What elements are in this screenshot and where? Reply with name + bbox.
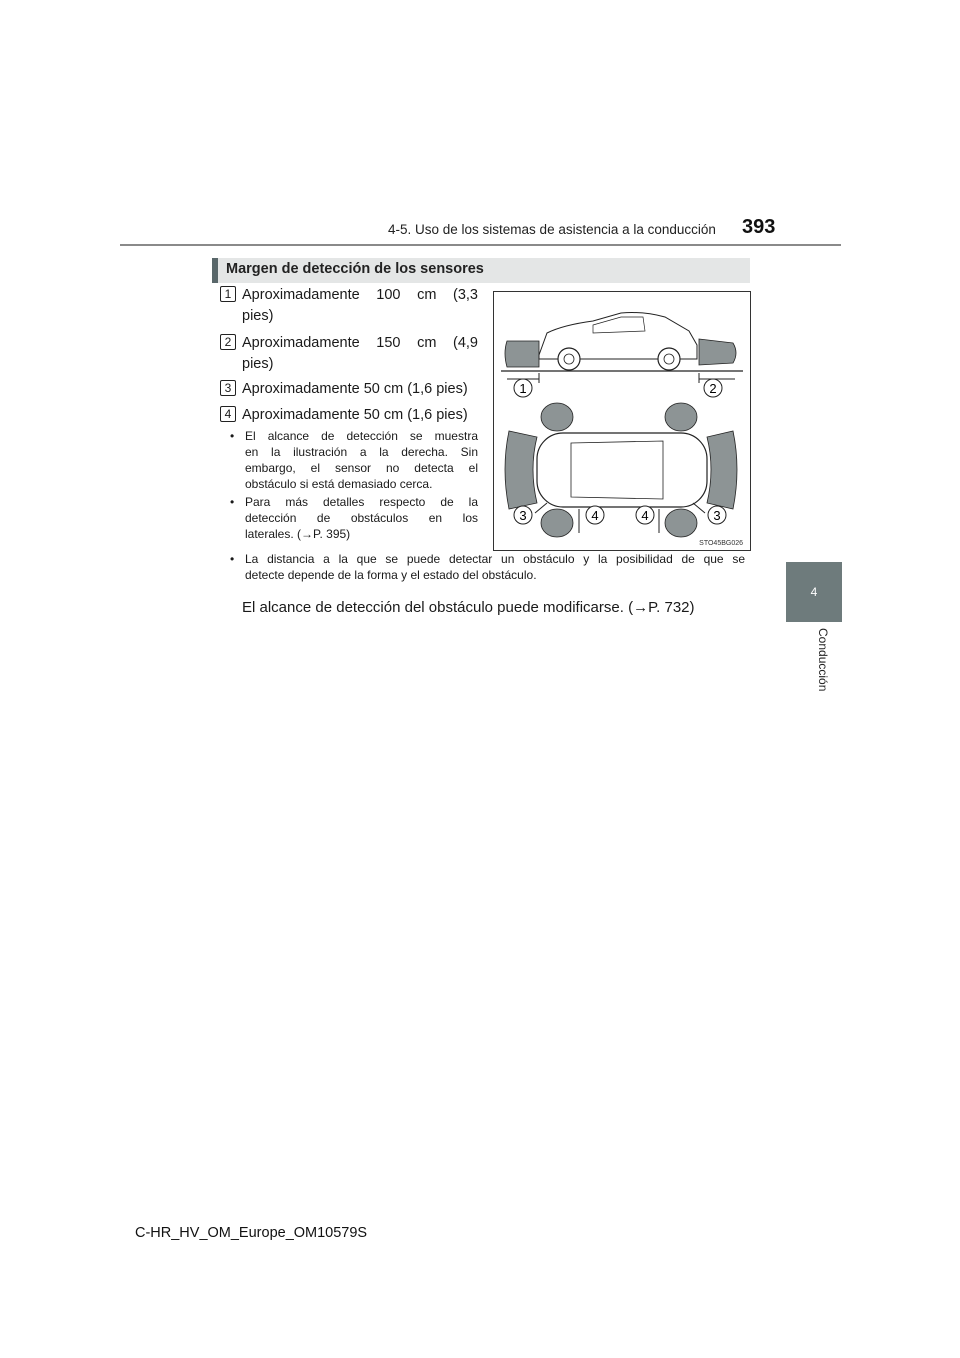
item-2-text-line2: pies) [242,356,274,372]
note-2-line1: Para más detalles respecto de la [245,495,478,509]
front-left-corner-zone [541,403,573,431]
bullet-dot: • [230,429,235,443]
item-4-text: Aproximadamente 50 cm (1,6 pies) [242,407,468,423]
callout-1-label: 1 [519,381,527,396]
bullet-dot: • [230,552,235,566]
item-number-2: 2 [220,334,236,350]
figure-code: STO45BG026 [699,540,743,547]
section-heading-bar [212,258,218,283]
front-right-corner-zone [541,509,573,537]
chapter-title: Conducción [816,628,830,692]
note-1-line4: obstáculo si está demasiado cerca. [245,477,433,491]
bullet-dot: • [230,495,235,509]
note-1-line3: embargo, el sensor no detecta el [245,461,478,475]
item-number-1: 1 [220,286,236,302]
rear-detection-zone-side [699,339,736,365]
item-3-text: Aproximadamente 50 cm (1,6 pies) [242,381,468,397]
body-paragraph: El alcance de detección del obstáculo puede modificarse. (→P. 732) [242,599,695,616]
footer-doc-id: C-HR_HV_OM_Europe_OM10579S [135,1225,368,1241]
callout-4-label: 4 [591,508,599,523]
header-divider [120,244,841,246]
note-1-line2: en la ilustración a la derecha. Sin [245,445,478,459]
car-front-hub [564,354,574,364]
note-3-line2: detecte depende de la forma y el estado del obstáculo. [245,568,537,582]
section-heading [212,258,750,283]
front-detection-zone-side [505,341,539,367]
note-2-line3: laterales. (→P. 395) [245,527,351,541]
item-number-3: 3 [220,380,236,396]
page-number: 393 [742,216,776,238]
chapter-tab[interactable] [786,562,842,622]
note-1-line1: El alcance de detección se muestra [245,429,478,443]
rear-detection-zone-top [707,431,737,509]
car-rear-hub [664,354,674,364]
section-heading-title: Margen de detección de los sensores [226,261,484,277]
item-1-text-line2: pies) [242,308,274,324]
callout-3-label: 3 [519,508,527,523]
chapter-number: 4 [810,585,818,599]
sensor-range-figure [493,291,751,551]
note-2-line2: detección de obstáculos en los [245,511,478,525]
callout-3-label: 3 [713,508,721,523]
car-top-body [537,433,707,507]
callout-4-label: 4 [641,508,649,523]
header-section-title: 4-5. Uso de los sistemas de asistencia a la conducción [388,222,716,237]
note-3-line1: La distancia a la que se puede detectar un obstáculo y la posibilidad de que se [245,552,745,566]
item-1-text-line1: Aproximadamente 100 cm (3,3 [242,287,478,303]
item-number-4: 4 [220,406,236,422]
rear-left-corner-zone [665,403,697,431]
callout-2-label: 2 [709,381,717,396]
item-2-text-line1: Aproximadamente 150 cm (4,9 [242,335,478,351]
front-detection-zone-top [505,431,537,509]
rear-right-corner-zone [665,509,697,537]
